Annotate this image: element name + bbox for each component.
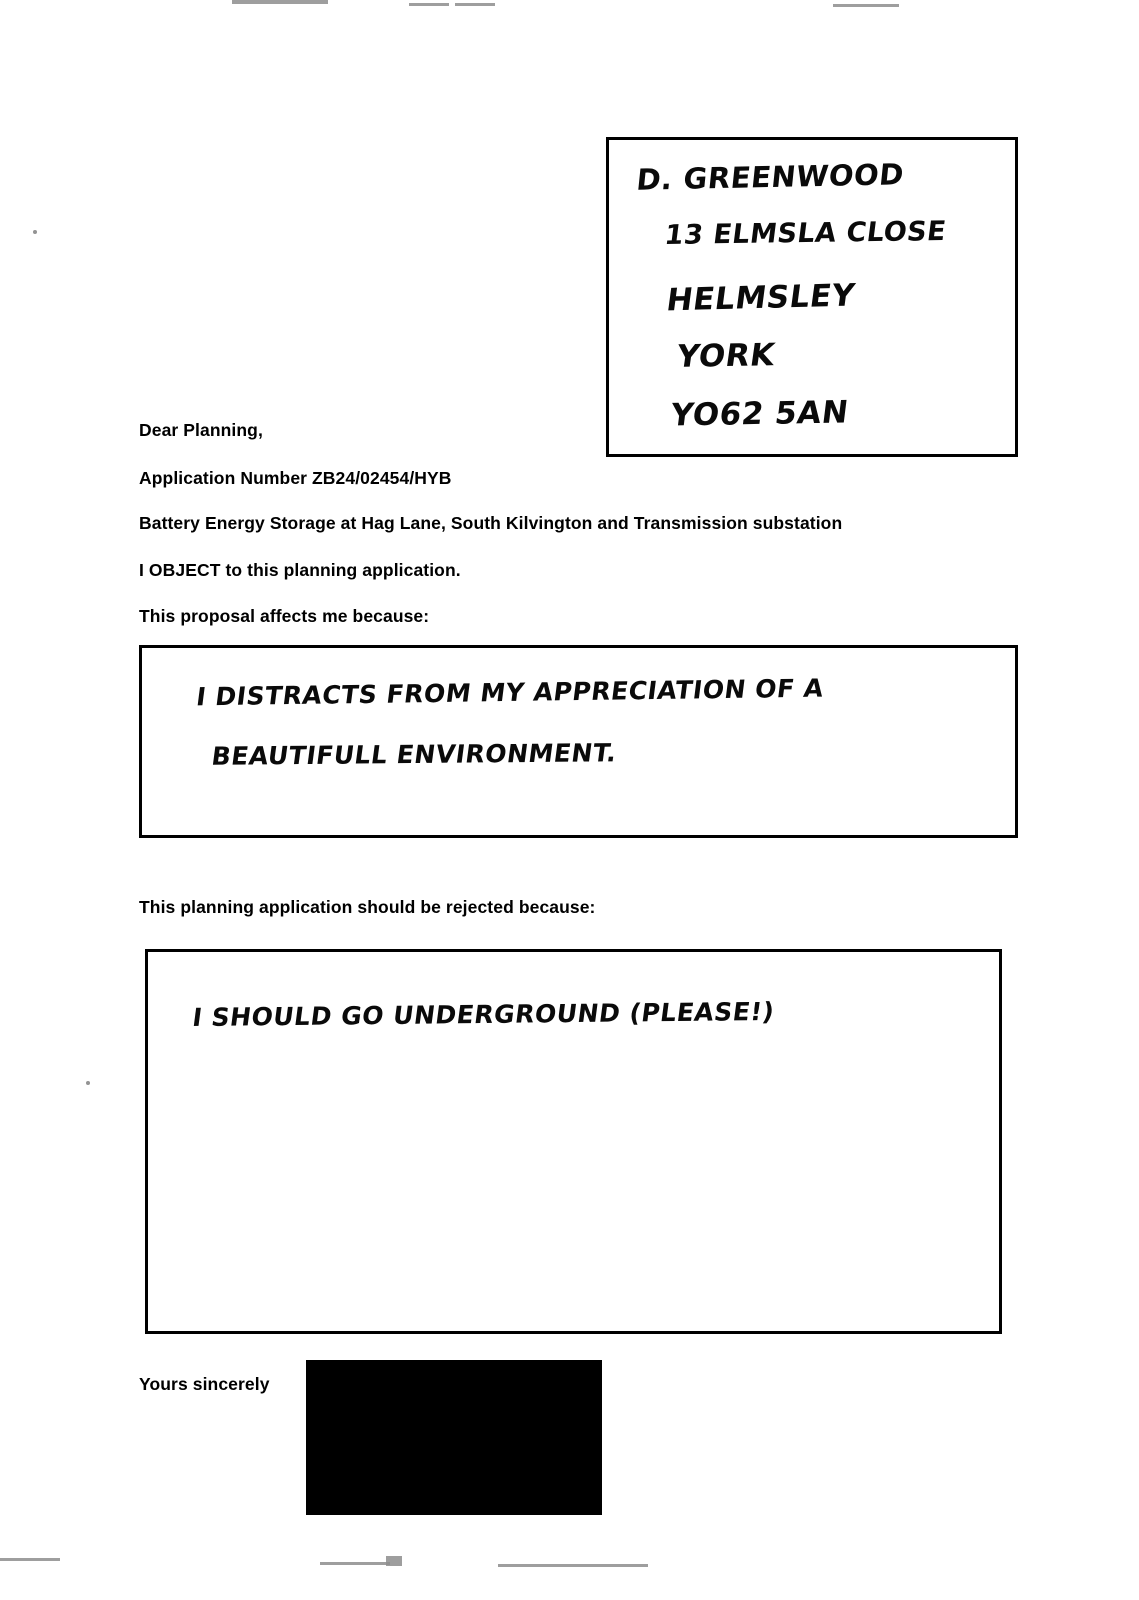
- scan-speck-left-upper: [33, 230, 37, 234]
- sender-postcode: YO62 5AN: [668, 394, 851, 434]
- scan-artifact-top-4: [833, 4, 899, 7]
- prompt-should-be-rejected: This planning application should be rejected because:: [139, 897, 596, 917]
- scan-artifact-top-2: [409, 3, 449, 6]
- scan-artifact-bottom-4: [386, 1556, 402, 1566]
- scan-artifact-bottom-3: [498, 1564, 648, 1567]
- answer-affects-line-1: I DISTRACTS FROM MY APPRECIATION OF A: [194, 673, 826, 712]
- sender-address-line-1: 13 ELMSLA CLOSE: [662, 216, 949, 251]
- scan-artifact-bottom-2: [320, 1562, 390, 1565]
- sender-address-line-3: YORK: [674, 337, 778, 375]
- answer-box-rejection-reason: [145, 949, 1002, 1334]
- answer-affects-line-2: BEAUTIFULL ENVIRONMENT.: [209, 738, 619, 771]
- scan-artifact-top-3: [455, 3, 495, 6]
- application-subject: Battery Energy Storage at Hag Lane, South Kilvington and Transmission substation: [139, 513, 843, 533]
- scan-artifact-top-1: [232, 0, 328, 4]
- sender-name: D. GREENWOOD: [634, 157, 906, 197]
- answer-rejected-line-1: I SHOULD GO UNDERGROUND (PLEASE!): [190, 996, 777, 1033]
- objection-statement: I OBJECT to this planning application.: [139, 560, 461, 580]
- prompt-affects-me: This proposal affects me because:: [139, 606, 430, 626]
- answer-box-affects-me: [139, 645, 1018, 838]
- signature-redaction-block: [306, 1360, 602, 1515]
- application-number: Application Number ZB24/02454/HYB: [139, 468, 452, 488]
- sender-address-line-2: HELMSLEY: [664, 277, 858, 319]
- closing-salutation: Yours sincerely: [139, 1374, 270, 1394]
- sender-address-box: [606, 137, 1018, 457]
- salutation: Dear Planning,: [139, 420, 263, 440]
- scan-artifact-bottom-1: [0, 1558, 60, 1561]
- scan-speck-left-lower: [86, 1081, 90, 1085]
